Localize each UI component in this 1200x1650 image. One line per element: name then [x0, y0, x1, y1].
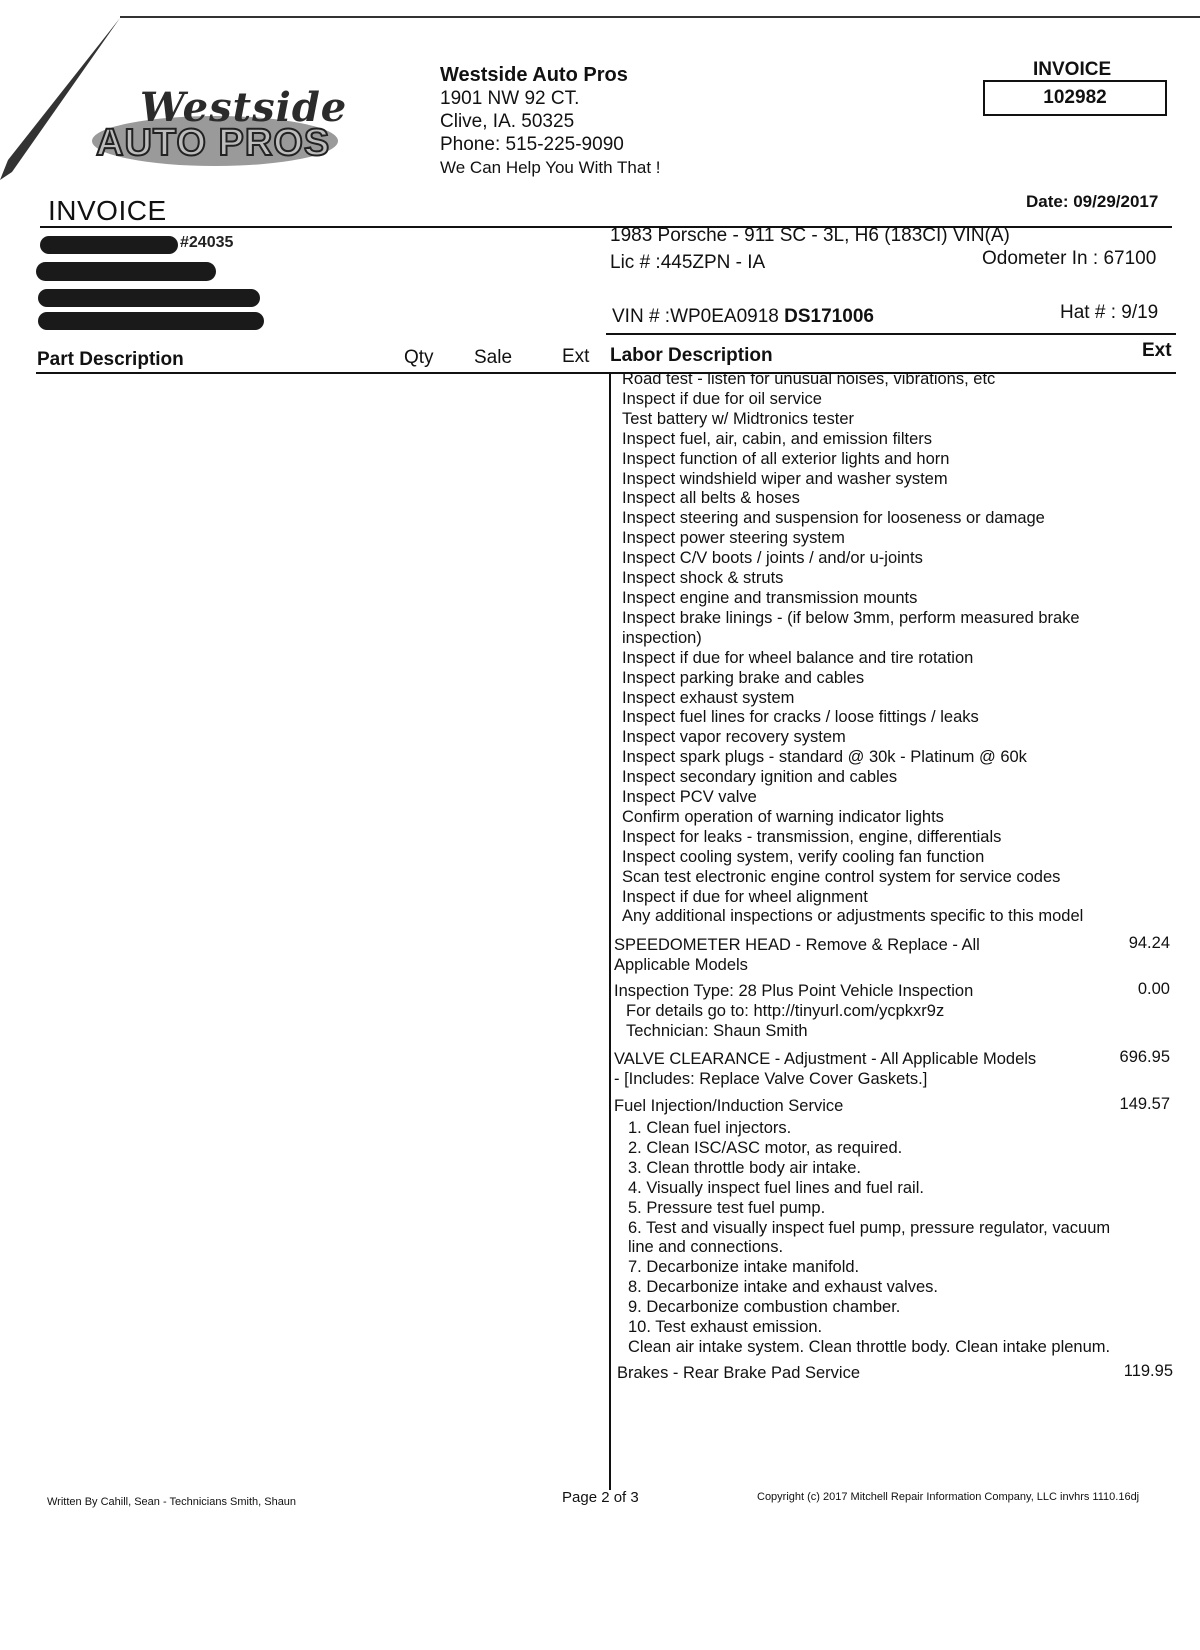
invoice-label: INVOICE	[1033, 59, 1112, 80]
company-slogan: We Can Help You With That !	[440, 158, 661, 177]
op-speedometer-price: 94.24	[1128, 934, 1170, 952]
checklist-item: Scan test electronic engine control system for service codes	[622, 867, 1061, 886]
checklist-item: Inspect secondary ignition and cables	[622, 768, 898, 787]
company-phone: Phone: 515-225-9090	[440, 134, 624, 155]
company-logo	[90, 82, 348, 172]
checklist-item: Inspect cooling system, verify cooling fan function	[622, 847, 985, 866]
op-speedometer-line1: SPEEDOMETER HEAD - Remove & Replace - All	[614, 936, 980, 954]
labor-checklist	[622, 370, 1162, 927]
op-valve-line2: - [Includes: Replace Valve Cover Gaskets.]	[614, 1069, 928, 1088]
op-inspection-line2: For details go to: http://tinyurl.com/ycpkxr9z	[626, 1001, 945, 1020]
fuel-step: 10. Test exhaust emission.	[628, 1318, 823, 1337]
vehicle-vin	[612, 306, 874, 328]
checklist-item: Inspect shock & struts	[622, 569, 784, 588]
op-inspection-price: 0.00	[1137, 980, 1170, 998]
op-fuel-title: Fuel Injection/Induction Service	[614, 1097, 844, 1115]
op-fuel-price: 149.57	[1119, 1095, 1170, 1113]
fuel-step: 8. Decarbonize intake and exhaust valves.	[628, 1278, 939, 1297]
op-valve	[614, 1050, 1036, 1090]
col-sale: Sale	[474, 347, 513, 368]
vehicle-odometer: Odometer In : 67100	[982, 248, 1157, 269]
fuel-step: 7. Decarbonize intake manifold.	[628, 1258, 860, 1277]
col-labor-ext: Ext	[1142, 340, 1172, 361]
vehicle-hat: Hat # : 9/19	[1060, 302, 1159, 323]
logo-main-text: AUTO PROS	[96, 122, 331, 164]
fuel-step: 2. Clean ISC/ASC motor, as required.	[628, 1138, 903, 1157]
op-inspection-line3: Technician: Shaun Smith	[626, 1021, 808, 1040]
checklist-item: Inspect fuel lines for cracks / loose fittings / leaks	[622, 708, 979, 727]
vehicle-description: 1983 Porsche - 911 SC - 3L, H6 (183CI) VIN(A)	[610, 225, 1010, 246]
checklist-item: Inspect if due for wheel balance and tire rotation	[622, 648, 974, 667]
checklist-item: Inspect fuel, air, cabin, and emission filters	[622, 429, 932, 448]
fuel-step: 9. Decarbonize combustion chamber.	[628, 1298, 901, 1317]
checklist-item: Inspect windshield wiper and washer system	[622, 469, 948, 488]
checklist-item: Test battery w/ Midtronics tester	[622, 409, 854, 428]
redacted-customer-address	[36, 262, 216, 281]
fuel-step: 1. Clean fuel injectors.	[628, 1119, 792, 1137]
op-valve-line1: VALVE CLEARANCE - Adjustment - All Applicable Models	[614, 1050, 1037, 1068]
fuel-service-steps	[628, 1119, 1173, 1358]
checklist-item: Road test - listen for unusual noises, vibrations, etc	[622, 370, 996, 388]
scan-edge	[120, 16, 1200, 18]
page-title: INVOICE	[48, 195, 167, 226]
fuel-step: 6. Test and visually inspect fuel pump, pressure regulator, vacuum	[628, 1218, 1111, 1237]
checklist-item: Confirm operation of warning indicator lights	[622, 807, 944, 826]
fuel-step: 4. Visually inspect fuel lines and fuel rail.	[628, 1178, 924, 1197]
customer-account-number: #24035	[180, 234, 234, 251]
checklist-item: Inspect engine and transmission mounts	[622, 588, 918, 607]
column-separator	[609, 372, 611, 1490]
vehicle-divider	[606, 333, 1176, 335]
footer-copyright: Copyright (c) 2017 Mitchell Repair Information Company, LLC invhrs 1110.16dj	[757, 1491, 1140, 1503]
invoice-number: 102982	[983, 80, 1167, 116]
checklist-item: Inspect if due for oil service	[622, 389, 822, 408]
checklist-item: Inspect function of all exterior lights and horn	[622, 449, 950, 468]
redacted-customer-name	[40, 236, 178, 254]
op-inspection	[614, 982, 973, 1042]
company-address-line1: 1901 NW 92 CT.	[440, 88, 580, 109]
checklist-item: Inspect all belts & hoses	[622, 489, 800, 508]
op-valve-price: 696.95	[1119, 1048, 1170, 1066]
checklist-item: Inspect spark plugs - standard @ 30k - Platinum @ 60k	[622, 748, 1027, 767]
vin-prefix: VIN # :WP0EA0918	[612, 306, 779, 327]
checklist-item: Inspect C/V boots / joints / and/or u-joints	[622, 549, 923, 568]
checklist-item: Inspect brake linings - (if below 3mm, perform measured brake	[622, 608, 1080, 627]
col-part-description: Part Description	[37, 349, 184, 370]
fuel-step: 3. Clean throttle body air intake.	[628, 1158, 861, 1177]
fuel-step: Clean air intake system. Clean throttle body. Clean intake plenum.	[628, 1337, 1111, 1356]
vehicle-license: Lic # :445ZPN - IA	[610, 252, 766, 273]
footer-written-by: Written By Cahill, Sean - Technicians Smith, Shaun	[47, 1496, 297, 1508]
fuel-step: 5. Pressure test fuel pump.	[628, 1198, 826, 1217]
checklist-item: Inspect power steering system	[622, 529, 845, 548]
company-info	[440, 64, 661, 179]
col-labor-description: Labor Description	[610, 345, 773, 366]
checklist-item: inspection)	[622, 628, 702, 647]
fuel-step: line and connections.	[628, 1238, 784, 1257]
redacted-customer-phone	[38, 312, 264, 330]
company-address-line2: Clive, IA. 50325	[440, 111, 575, 132]
checklist-item: Inspect PCV valve	[622, 788, 757, 807]
page-number: Page 2 of 3	[562, 1489, 639, 1506]
logo-script-text: Westside	[140, 84, 348, 131]
checklist-item: Inspect for leaks - transmission, engine, differentials	[622, 827, 1002, 846]
checklist-item: Any additional inspections or adjustments specific to this model	[622, 907, 1084, 926]
invoice-date: Date: 09/29/2017	[1026, 192, 1159, 211]
checklist-item: Inspect exhaust system	[622, 688, 795, 707]
op-speedometer	[614, 936, 980, 976]
redacted-customer-city	[38, 289, 260, 307]
op-brakes: Brakes - Rear Brake Pad Service	[617, 1364, 861, 1382]
company-name: Westside Auto Pros	[440, 64, 628, 86]
checklist-item: Inspect vapor recovery system	[622, 728, 846, 747]
vin-suffix: DS171006	[784, 306, 874, 327]
checklist-item: Inspect steering and suspension for looseness or damage	[622, 509, 1045, 528]
op-brakes-price: 119.95	[1123, 1362, 1173, 1380]
op-speedometer-line2: Applicable Models	[614, 955, 748, 974]
checklist-item: Inspect parking brake and cables	[622, 668, 865, 687]
col-qty: Qty	[404, 347, 434, 368]
op-inspection-line1: Inspection Type: 28 Plus Point Vehicle Inspection	[614, 982, 974, 1000]
col-ext: Ext	[562, 346, 590, 367]
checklist-item: Inspect if due for wheel alignment	[622, 887, 868, 906]
